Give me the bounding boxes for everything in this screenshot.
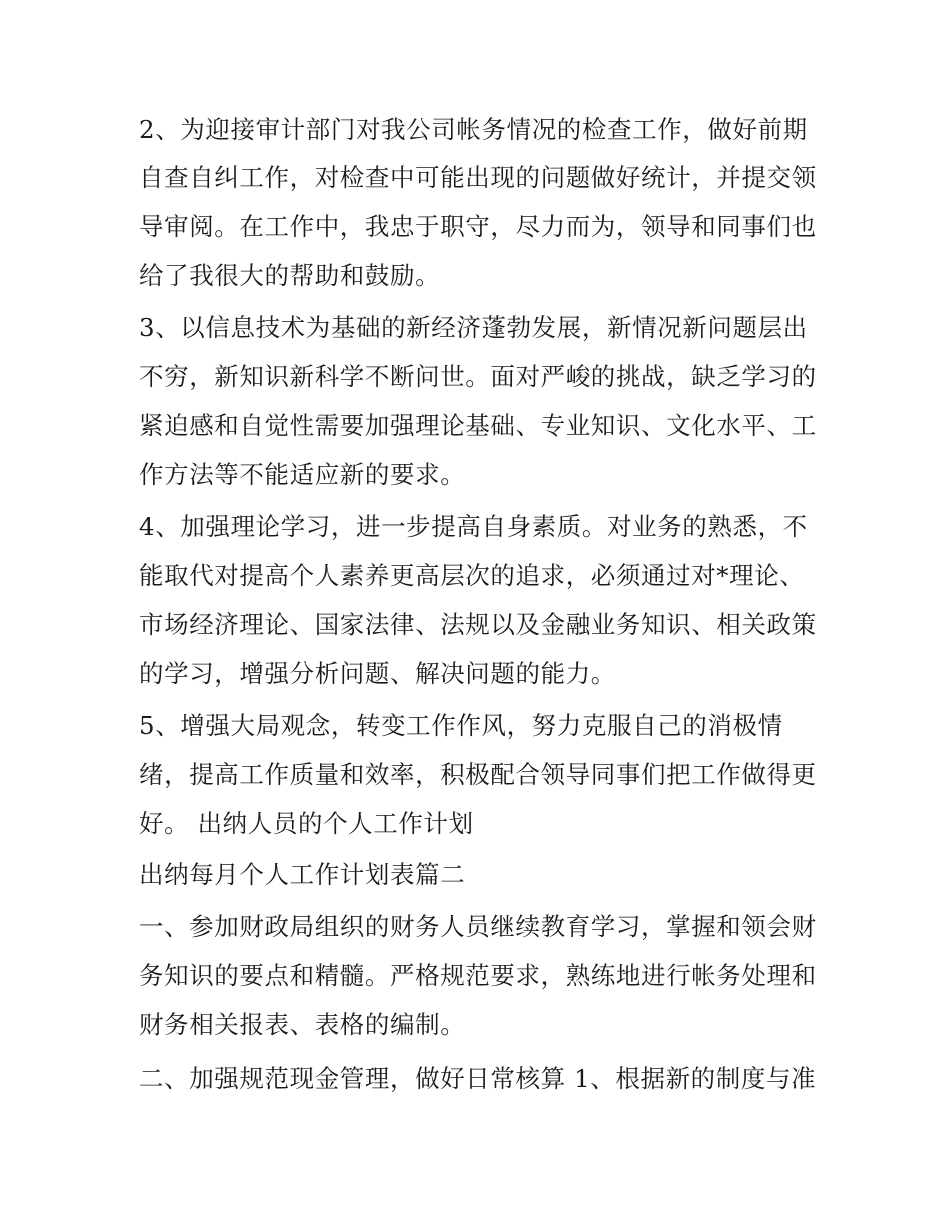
- text-line: 4、加强理论学习，进一步提高自身素质。对业务的熟悉，不: [139, 512, 808, 541]
- text-line: 5、增强大局观念，转变工作作风，努力克服自己的消极情: [139, 711, 783, 740]
- text-line: 务知识的要点和精髓。严格规范要求，熟练地进行帐务处理和: [139, 961, 817, 990]
- text-line: 紧迫感和自觉性需要加强理论基础、专业知识、文化水平、工: [139, 411, 817, 440]
- text-line: 自查自纠工作，对检查中可能出现的问题做好统计，并提交领: [139, 163, 817, 192]
- text-line: 市场经济理论、国家法律、法规以及金融业务知识、相关政策: [139, 610, 817, 639]
- text-line: 导审阅。在工作中，我忠于职守，尽力而为，领导和同事们也: [139, 212, 817, 241]
- text-line: 的学习，增强分析问题、解决问题的能力。: [139, 659, 616, 688]
- text-line: 能取代对提高个人素养更高层次的追求，必须通过对*理论、: [139, 561, 805, 590]
- text-line: 财务相关报表、表格的编制。: [139, 1010, 466, 1039]
- text-line: 一、参加财政局组织的财务人员继续教育学习，掌握和领会财: [139, 912, 817, 941]
- text-line: 好。 出纳人员的个人工作计划: [139, 809, 474, 838]
- text-line: 绪，提高工作质量和效率，积极配合领导同事们把工作做得更: [139, 760, 817, 789]
- text-line: 二、加强规范现金管理，做好日常核算 1、根据新的制度与准: [139, 1064, 817, 1093]
- text-line: 3、以信息技术为基础的新经济蓬勃发展，新情况新问题层出: [139, 313, 808, 342]
- text-line: 2、为迎接审计部门对我公司帐务情况的检查工作，做好前期: [139, 115, 808, 144]
- section-heading: 出纳每月个人工作计划表篇二: [139, 860, 466, 889]
- text-line: 不穷，新知识新科学不断问世。面对严峻的挑战，缺乏学习的: [139, 362, 817, 391]
- text-line: 作方法等不能适应新的要求。: [139, 460, 466, 489]
- text-line: 给了我很大的帮助和鼓励。: [139, 261, 441, 290]
